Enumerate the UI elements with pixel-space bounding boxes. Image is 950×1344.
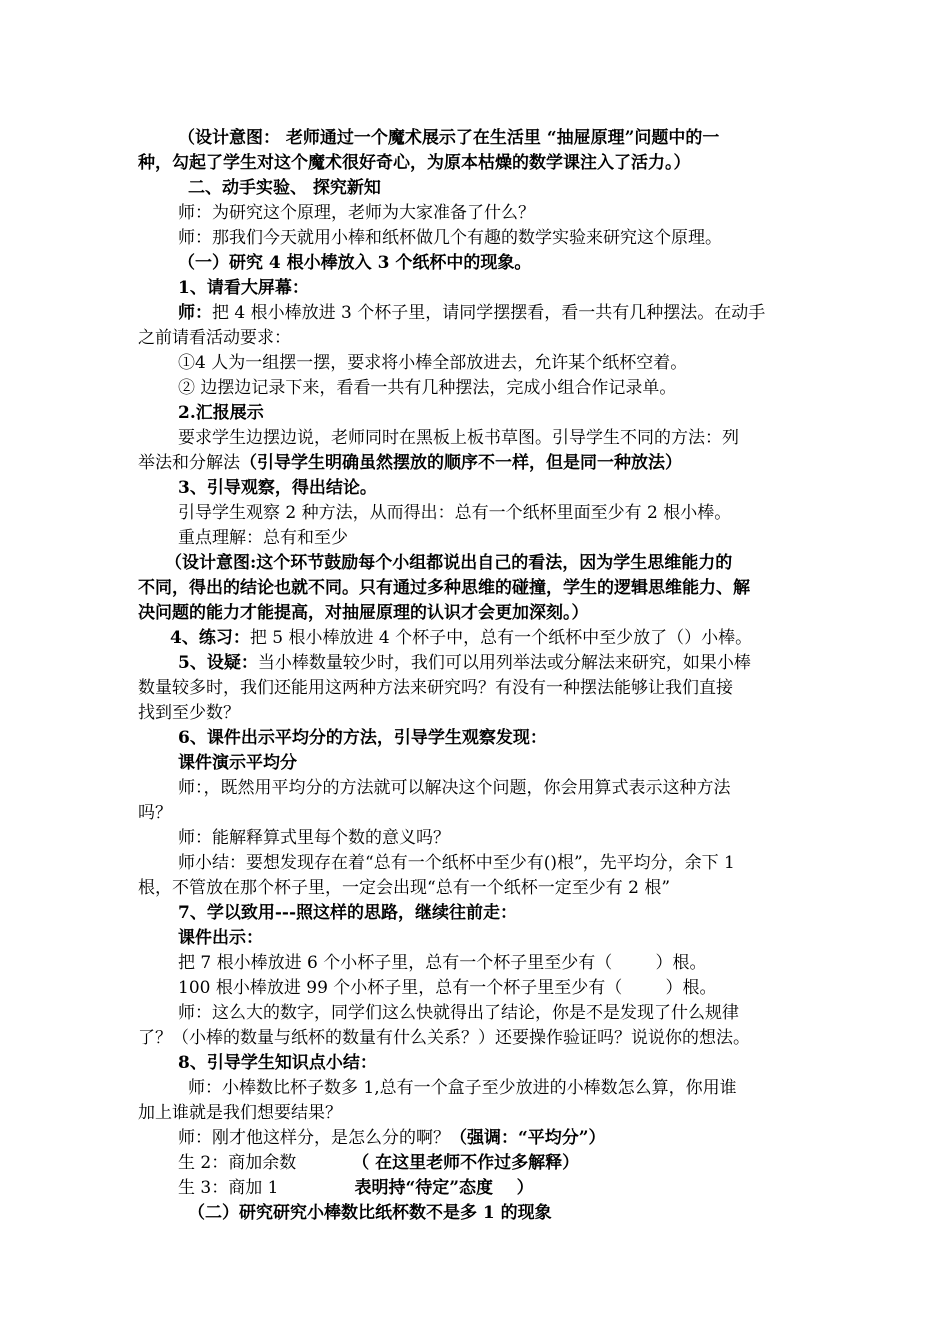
paragraph-line: 了？（小棒的数量与纸杯的数量有什么关系？）还要操作验证吗？说说你的想法。 <box>138 1028 750 1048</box>
student-answer-3 <box>178 1176 818 1201</box>
requirement-item-2: ② 边摆边记录下来，看看一共有几种摆法，完成小组合作记录单。 <box>178 378 677 398</box>
paragraph-text: 举法和分解法 <box>138 453 240 473</box>
design-intent-line: （设计意图:这个环节鼓励每个小组都说出自己的看法，因为学生思维能力的 <box>165 553 733 573</box>
teacher-note: 表明持“待定”态度 ） <box>354 1178 534 1198</box>
paragraph-line: 加上谁就是我们想要结果？ <box>138 1103 342 1123</box>
courseware-heading: 课件演示平均分 <box>178 753 297 773</box>
paragraph-line: 吗？ <box>138 803 172 823</box>
step-label: 4、练习： <box>170 628 250 648</box>
step-heading-8: 8、引导学生知识点小结： <box>178 1053 377 1073</box>
design-intent-line-2: 种，勾起了学生对这个魔术很好奇心，为原本枯燥的数学课注入了活力。） <box>138 153 691 173</box>
guidance-note: （引导学生明确虽然摆放的顺序不一样，但是同一种放法） <box>240 453 682 473</box>
paragraph-line: 根，不管放在那个杯子里，一定会出现“总有一个纸杯一定至少有 2 根” <box>138 878 671 898</box>
answer-text: 生 3：商加 1 <box>178 1178 279 1198</box>
step-heading-3: 3、引导观察，得出结论。 <box>178 478 377 498</box>
paragraph-line <box>138 451 818 476</box>
paragraph-line: 师：，既然用平均分的方法就可以解决这个问题，你会用算式表示这种方法 <box>178 778 731 798</box>
paragraph-line: 师：小棒数比杯子数多 1,总有一个盒子至少放进的小棒数怎么算，你用谁 <box>188 1078 737 1098</box>
emphasis-note: （强调：“平均分”） <box>450 1128 606 1148</box>
exercise-line: 把 7 根小棒放进 6 个小杯子里，总有一个杯子里至少有（ ）根。 <box>178 953 707 973</box>
step-heading-1: 1、请看大屏幕： <box>178 278 309 298</box>
paragraph-line: 师：那我们今天就用小棒和纸杯做几个有趣的数学实验来研究这个原理。 <box>178 228 722 248</box>
exercise-line <box>170 626 818 651</box>
paragraph-line: 要求学生边摆边说，老师同时在黑板上板书草图。引导学生不同的方法：列 <box>178 428 739 448</box>
design-intent-line: 不同，得出的结论也就不同。只有通过多种思维的碰撞，学生的逻辑思维能力、解 <box>138 578 750 598</box>
paragraph-line <box>178 301 818 326</box>
paragraph-text: 把 5 根小棒放进 4 个杯子中，总有一个纸杯中至少放了（）小棒。 <box>249 628 753 648</box>
design-intent-line: 决问题的能力才能提高，对抽屉原理的认识才会更加深刻。） <box>138 603 589 623</box>
paragraph-line: 引导学生观察 2 种方法，从而得出：总有一个纸杯里面至少有 2 根小棒。 <box>178 503 732 523</box>
step-heading-7: 7、学以致用---照这样的思路，继续往前走： <box>178 903 517 923</box>
student-answer-2 <box>178 1151 818 1176</box>
paragraph-line <box>178 1126 818 1151</box>
requirement-item-1: ①4 人为一组摆一摆，要求将小棒全部放进去，允许某个纸杯空着。 <box>178 353 688 373</box>
paragraph-line: 重点理解：总有和至少 <box>178 528 348 548</box>
paragraph-line: 师：为研究这个原理，老师为大家准备了什么？ <box>178 203 535 223</box>
paragraph-line: 找到至少数？ <box>138 703 240 723</box>
teacher-note: （ 在这里老师不作过多解释） <box>352 1153 580 1173</box>
paragraph-line: 师：这么大的数字，同学们这么快就得出了结论，你是不是发现了什么规律 <box>178 1003 739 1023</box>
section-heading-2: 二、动手实验、 探究新知 <box>188 178 381 198</box>
question-line <box>178 651 818 676</box>
subsection-heading-2: （二）研究研究小棒数比纸杯数不是多 1 的现象 <box>188 1203 552 1223</box>
step-label: 5、设疑： <box>178 653 258 673</box>
paragraph-line: 师：能解释算式里每个数的意义吗？ <box>178 828 450 848</box>
answer-text: 生 2：商加余数 <box>178 1153 297 1173</box>
paragraph-line: 数量较多时，我们还能用这两种方法来研究吗？有没有一种摆法能够让我们直接 <box>138 678 733 698</box>
step-heading-2: 2.汇报展示 <box>178 403 264 423</box>
step-heading-6: 6、课件出示平均分的方法，引导学生观察发现： <box>178 728 547 748</box>
design-intent-line-1: （设计意图： 老师通过一个魔术展示了在生活里 “抽屉原理”问题中的一 <box>178 128 720 148</box>
paragraph-text: 把 4 根小棒放进 3 个杯子里，请同学摆摆看，看一共有几种摆法。在动手 <box>212 303 766 323</box>
exercise-line: 100 根小棒放进 99 个小杯子里，总有一个杯子里至少有（ ）根。 <box>178 978 717 998</box>
paragraph-text: 当小棒数量较少时，我们可以用列举法或分解法来研究，如果小棒 <box>257 653 751 673</box>
courseware-heading: 课件出示： <box>178 928 263 948</box>
paragraph-line: 之前请看活动要求： <box>138 328 291 348</box>
paragraph-line: 师小结：要想发现存在着“总有一个纸杯中至少有()根”，先平均分，余下 1 <box>178 853 735 873</box>
paragraph-text: 师：刚才他这样分，是怎么分的啊？ <box>178 1128 450 1148</box>
subsection-heading-1: （一）研究 4 根小棒放入 3 个纸杯中的现象。 <box>178 253 532 273</box>
speaker-label: 师： <box>178 303 212 323</box>
